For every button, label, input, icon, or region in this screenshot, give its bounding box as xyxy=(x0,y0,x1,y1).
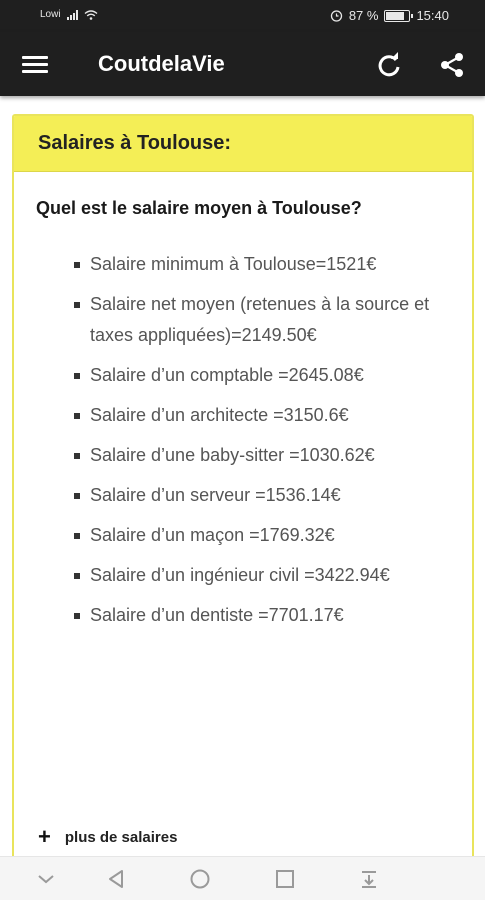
plus-icon: + xyxy=(38,824,51,849)
chevron-down-icon[interactable] xyxy=(34,867,58,891)
list-item xyxy=(70,440,448,471)
refresh-icon[interactable] xyxy=(374,50,404,80)
more-salaries-label: plus de salaires xyxy=(64,828,178,846)
bullet-icon xyxy=(74,453,80,459)
salary-card xyxy=(12,114,474,874)
salary-text: Salaire minimum à Toulouse=1521€ xyxy=(90,254,377,274)
system-nav-bar xyxy=(0,856,485,900)
salary-text: Salaire d’un ingénieur civil =3422.94€ xyxy=(90,565,390,585)
salary-text: Salaire d’un maçon =1769.32€ xyxy=(90,525,335,545)
bullet-icon xyxy=(74,413,80,419)
share-icon[interactable] xyxy=(437,50,467,80)
menu-icon[interactable] xyxy=(22,50,54,78)
home-icon[interactable] xyxy=(188,867,212,891)
list-item xyxy=(70,520,448,551)
signal-icon xyxy=(67,10,78,20)
salary-question: Quel est le salaire moyen à Toulouse? xyxy=(36,198,362,218)
salary-text: Salaire d’un serveur =1536.14€ xyxy=(90,485,341,505)
salary-text: Salaire d’un architecte =3150.6€ xyxy=(90,405,349,425)
status-bar xyxy=(0,0,485,32)
bullet-icon xyxy=(74,302,80,308)
clock: 15:40 xyxy=(416,8,449,23)
list-item xyxy=(70,249,448,280)
list-item xyxy=(70,289,448,351)
battery-icon xyxy=(384,10,410,22)
status-right xyxy=(330,8,449,23)
bullet-icon xyxy=(74,613,80,619)
salary-text: Salaire net moyen (retenues à la source et taxes appliquées)=2149.50€ xyxy=(90,294,430,345)
salary-text: Salaire d’un dentiste =7701.17€ xyxy=(90,605,344,625)
bullet-icon xyxy=(74,573,80,579)
bullet-icon xyxy=(74,533,80,539)
carrier-label: Lowi xyxy=(40,9,61,20)
list-item xyxy=(70,480,448,511)
wifi-icon xyxy=(84,10,98,20)
notification-pull-icon[interactable] xyxy=(357,867,381,891)
back-icon[interactable] xyxy=(104,867,128,891)
recents-icon[interactable] xyxy=(273,867,297,891)
status-left xyxy=(40,9,98,20)
more-salaries-button[interactable] xyxy=(38,826,177,848)
battery-percent: 87 % xyxy=(348,8,379,23)
bullet-icon xyxy=(74,493,80,499)
card-title: Salaires à Toulouse: xyxy=(14,116,472,172)
list-item xyxy=(70,400,448,431)
list-item xyxy=(70,360,448,391)
bullet-icon xyxy=(74,373,80,379)
salary-text: Salaire d’une baby-sitter =1030.62€ xyxy=(90,445,375,465)
app-bar xyxy=(0,32,485,96)
salary-list xyxy=(70,249,448,631)
list-item xyxy=(70,600,448,631)
app-title: CoutdelaVie xyxy=(98,51,225,76)
bullet-icon xyxy=(74,262,80,268)
salary-text: Salaire d’un comptable =2645.08€ xyxy=(90,365,364,385)
list-item xyxy=(70,560,448,591)
alarm-icon xyxy=(330,9,343,22)
